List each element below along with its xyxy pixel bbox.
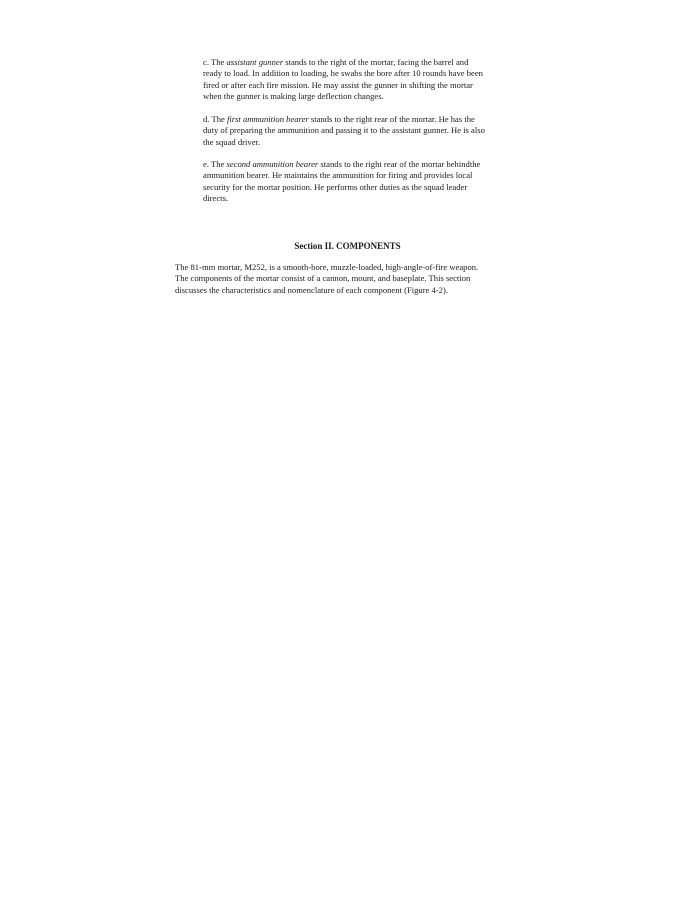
- italic-term: first ammunition bearer: [226, 114, 309, 124]
- text-span: stands to the right of the mortar, facing the barrel and: [283, 57, 469, 67]
- text-line: [203, 114, 523, 125]
- text-line: security for the mortar position. He performs other duties as the squad leader: [203, 181, 468, 192]
- text-line: directs.: [203, 193, 229, 204]
- paragraph-label: c. The: [203, 57, 227, 67]
- italic-term: second ammunition bearer: [226, 159, 319, 169]
- text-line: the squad driver.: [203, 136, 261, 147]
- text-line: when the gunner is making large deflection changes.: [203, 91, 384, 102]
- text-line: fired or after each fire mission. He may assist the gunner in shifting the mortar: [203, 79, 473, 90]
- italic-term: assistant gunner: [226, 57, 284, 67]
- paragraph-label: d. The: [203, 114, 227, 124]
- text-line: [203, 159, 523, 170]
- paragraph-assistant-gunner: [203, 57, 523, 103]
- text-span: stands to the right rear of the mortar. He has the: [308, 114, 475, 124]
- text-line: ready to load. In addition to loading, he swabs the bore after 10 rounds have been: [203, 68, 483, 79]
- section-heading: Section II. COMPONENTS: [294, 241, 401, 251]
- text-line: The components of the mortar consist of a cannon, mount, and baseplate. This section: [175, 273, 471, 284]
- paragraph-first-ammunition-bearer: [203, 114, 523, 148]
- text-line: [203, 57, 523, 68]
- text-line: The 81-mm mortar, M252, is a smooth-bore, muzzle-loaded, high-angle-of-fire weapon.: [175, 262, 479, 272]
- paragraph-label: e. The: [203, 159, 227, 169]
- paragraph-components-intro: [175, 262, 535, 296]
- text-line: ammunition bearer. He maintains the ammunition for firing and provides local: [203, 170, 473, 181]
- paragraph-second-ammunition-bearer: [203, 159, 523, 205]
- text-line: duty of preparing the ammunition and passing it to the assistant gunner. He is also: [203, 125, 485, 136]
- text-span: stands to the right rear of the mortar behindthe: [318, 159, 481, 169]
- text-line: discusses the characteristics and nomenclature of each component (Figure 4-2).: [175, 284, 448, 295]
